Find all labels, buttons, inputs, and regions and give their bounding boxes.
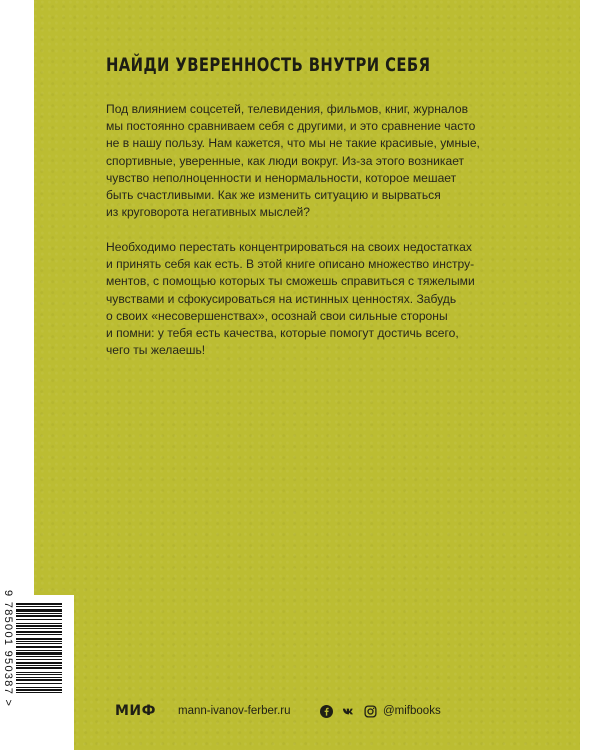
barcode-bar: [16, 667, 62, 669]
vk-icon[interactable]: [342, 705, 355, 718]
social-handle-link[interactable]: @mifbooks: [383, 705, 441, 717]
isbn-number: 9 785001 950387 >: [2, 590, 14, 708]
barcode-bar: [16, 603, 62, 605]
barcode-bar: [16, 662, 62, 664]
instagram-icon[interactable]: [364, 705, 377, 718]
barcode-bar: [16, 646, 62, 648]
barcode-icon: [16, 601, 62, 733]
text-line: не в нашу пользу. Нам кажется, что мы не такие красивые, умные,: [106, 136, 480, 151]
barcode-bar: [16, 692, 62, 693]
facebook-icon[interactable]: [320, 705, 333, 718]
barcode-bar: [16, 606, 62, 607]
publisher-website-link[interactable]: mann-ivanov-ferber.ru: [178, 705, 291, 717]
barcode-bar: [16, 665, 62, 666]
barcode-bar: [16, 638, 62, 640]
text-line: мы постоянно сравниваем себя с другими, и это сравнение часто: [106, 119, 476, 134]
text-line: и принять себя как есть. В этой книге описано множество инстру-: [106, 257, 475, 272]
text-line: из круговорота негативных мыслей?: [106, 205, 310, 220]
text-line: чувствами и сфокусироваться на истинных ценностях. Забудь: [106, 291, 457, 306]
barcode-bar: [16, 628, 62, 629]
barcode-bar: [16, 650, 62, 651]
isbn-digits: [0, 590, 16, 750]
barcode-bar: [16, 652, 62, 655]
text-line: чего ты желаешь!: [106, 343, 206, 358]
barcode-bar: [16, 643, 62, 644]
barcode-bar: [16, 619, 62, 620]
barcode-bar: [16, 641, 62, 642]
barcode-bar: [16, 656, 62, 657]
barcode-bar: [16, 613, 62, 614]
text-line: чувство неполноценности и ненормальности, которое мешает: [106, 170, 457, 185]
barcode-bar: [16, 683, 62, 684]
text-line: Под влиянием соцсетей, телевидения, фильмов, книг, журналов: [106, 102, 469, 116]
barcode-bar: [16, 609, 62, 612]
social-icons: [320, 700, 377, 722]
publisher-logo: МИФ: [115, 703, 157, 719]
barcode-bar: [16, 679, 62, 681]
barcode-bar: [16, 659, 62, 660]
text-line: ментов, с помощью которых ты сможешь справиться с тяжелыми: [106, 274, 475, 289]
text-line: спортивные, уверенные, как люди вокруг. Из-за этого возникает: [106, 153, 465, 168]
barcode-bar: [16, 615, 62, 617]
text-line: и помни: у тебя есть качества, которые помогут достичь всего,: [106, 326, 459, 341]
description-paragraph-1: [106, 101, 506, 221]
barcode-bar: [16, 625, 62, 627]
barcode-bar: [16, 687, 62, 688]
text-line: быть счастливыми. Как же изменить ситуацию и вырваться: [106, 188, 441, 203]
barcode-bar: [16, 689, 62, 691]
barcode-bar: [16, 672, 62, 673]
text-line: Необходимо перестать концентрироваться на своих недостатках: [106, 240, 472, 254]
description-paragraph-2: [106, 239, 506, 359]
text-line: о своих «несовершенствах», осознай свои сильные стороны: [106, 308, 448, 323]
barcode-bar: [16, 634, 62, 635]
barcode-bar: [16, 674, 62, 675]
barcode-bar: [16, 623, 62, 624]
cover-title: НАЙДИ УВЕРЕННОСТЬ ВНУТРИ СЕБЯ: [106, 54, 431, 76]
barcode-bar: [16, 677, 62, 678]
barcode-bar: [16, 631, 62, 633]
